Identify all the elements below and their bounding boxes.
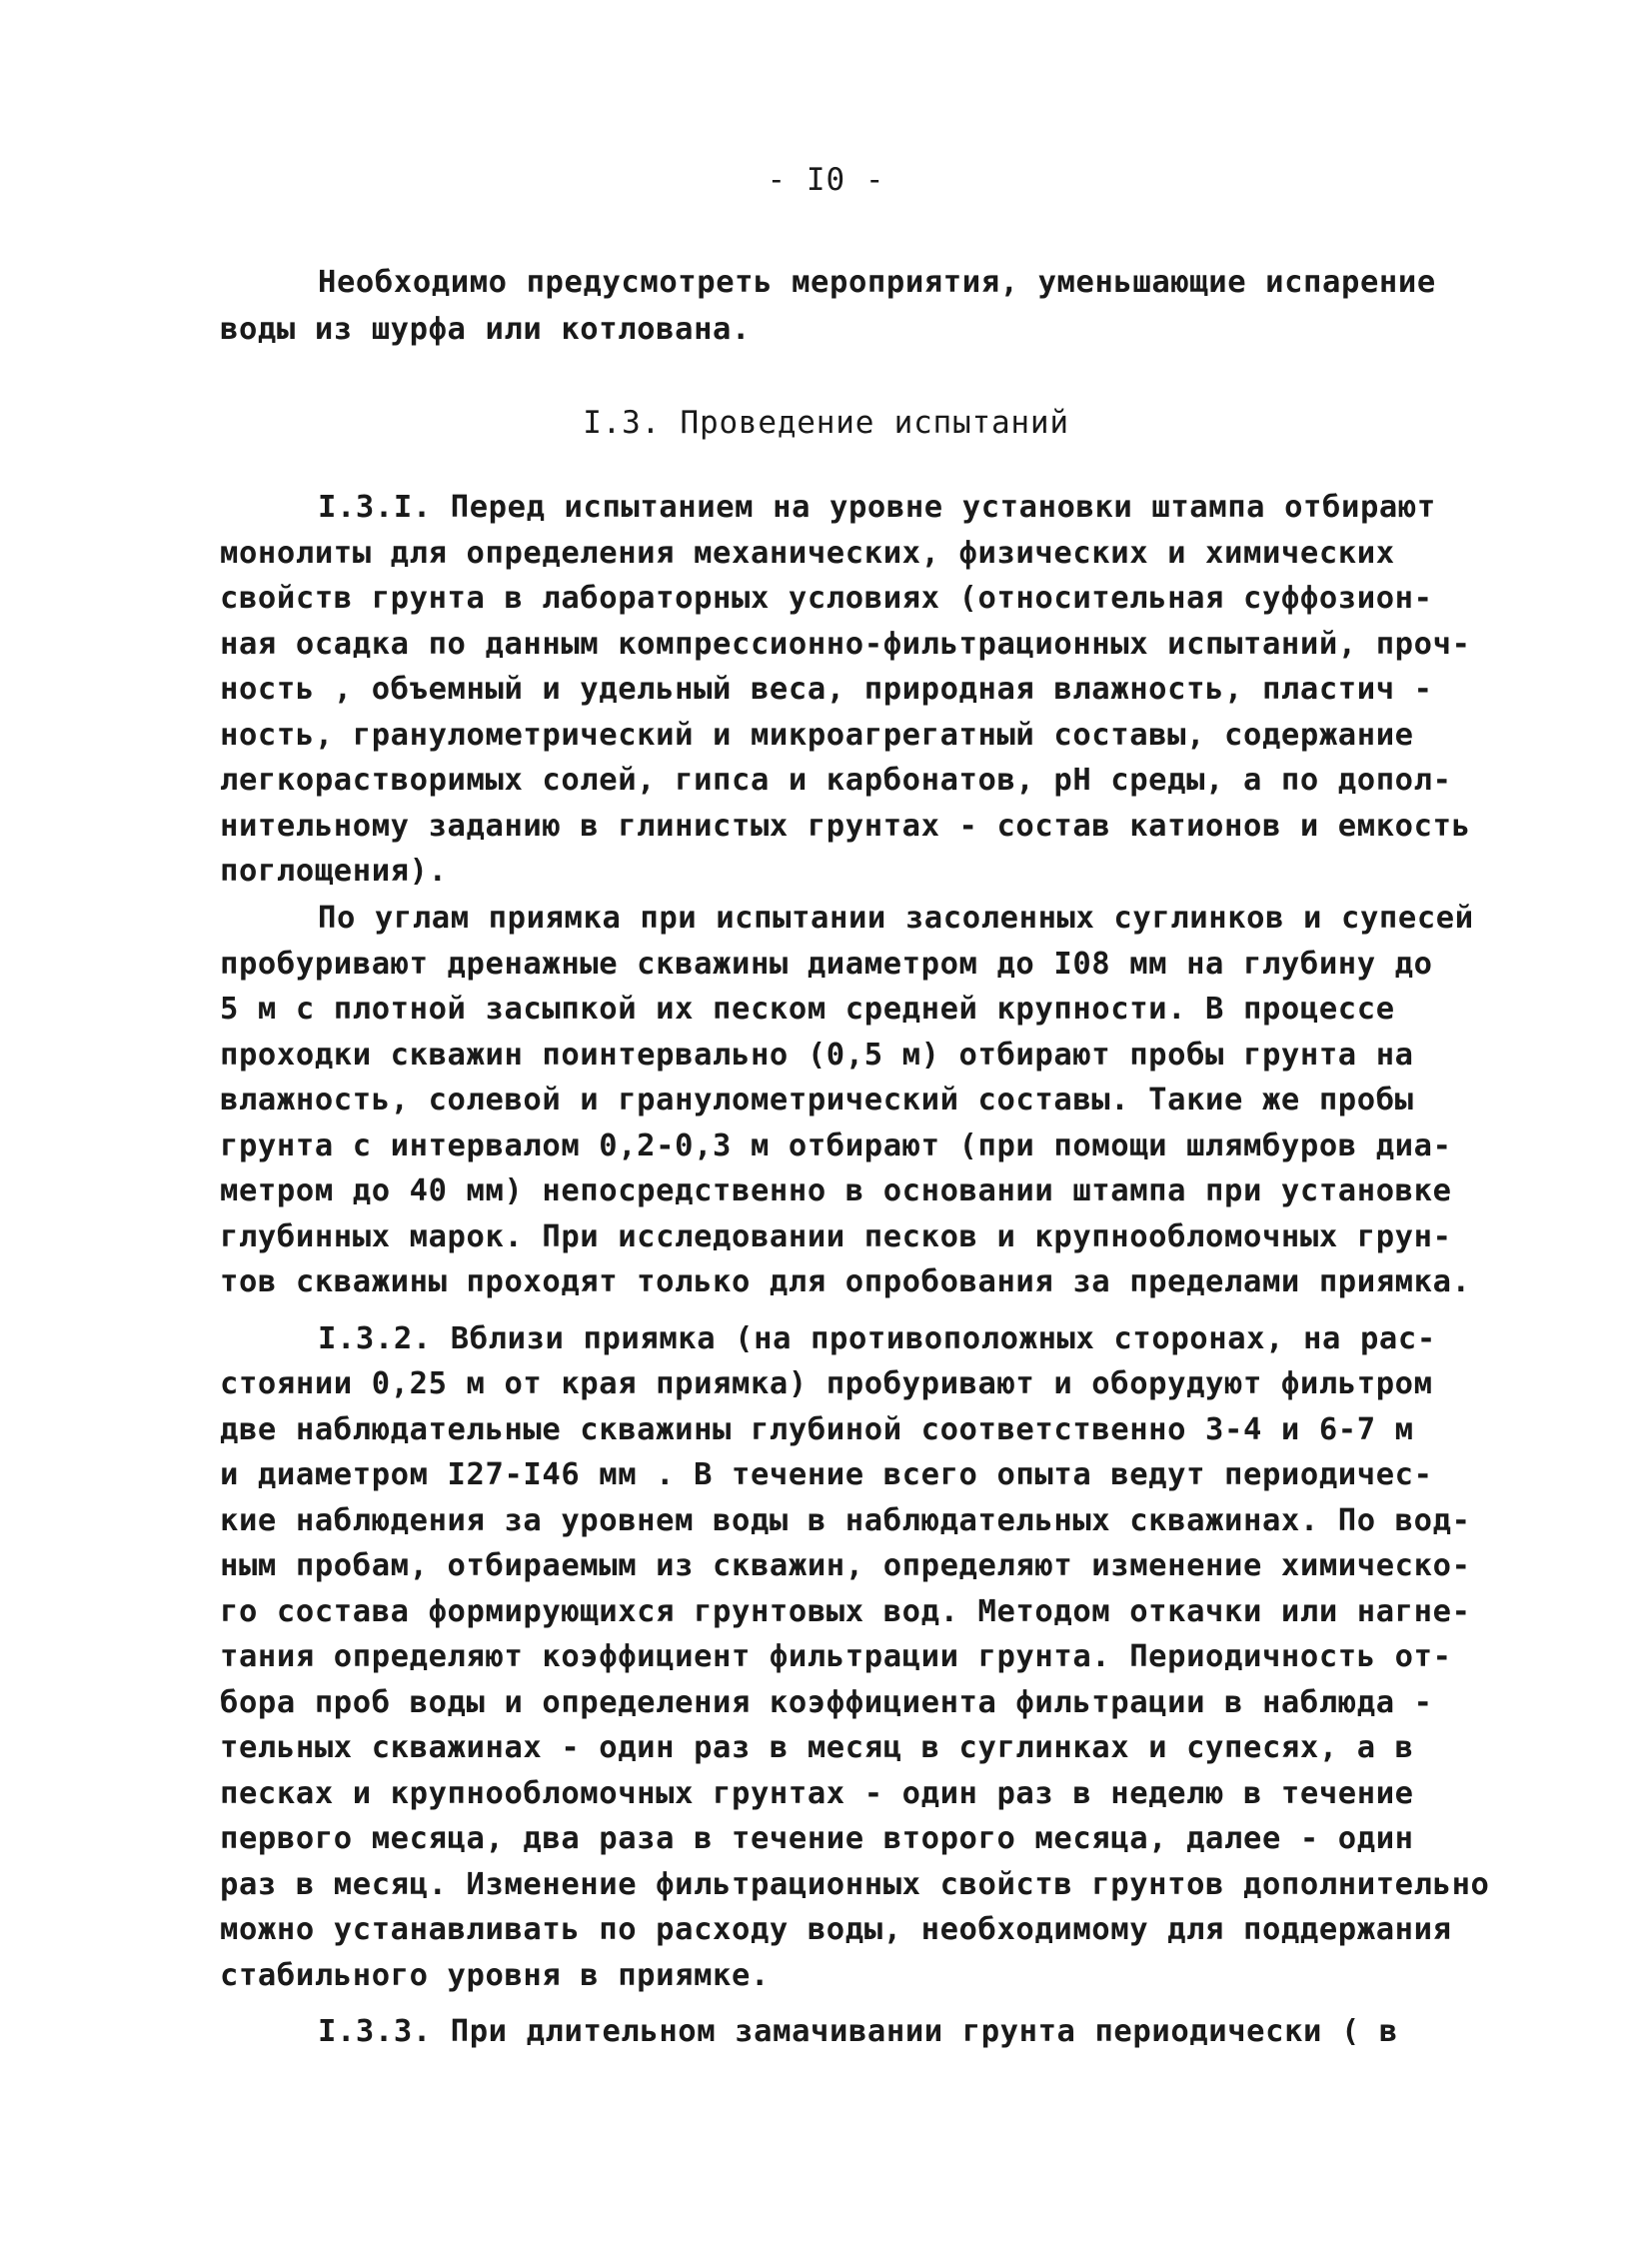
text-line: пробуривают дренажные скважины диаметром до I08 мм на глубину до [220, 947, 1433, 982]
text-line: воды из шурфа или котлована. [220, 312, 751, 347]
text-line: бора проб воды и определения коэффициента фильтрации в наблюда - [220, 1685, 1433, 1720]
text-line: тов скважины проходят только для опробования за пределами приямка. [220, 1264, 1471, 1299]
text-line: глубинных марок. При исследовании песков и крупнообломочных грун- [220, 1219, 1452, 1254]
text-line: влажность, солевой и гранулометрический составы. Такие же пробы [220, 1083, 1414, 1118]
text-line: По углам приямка при испытании засоленных суглинков и супесей [318, 901, 1474, 936]
text-line: ным пробам, отбираемым из скважин, определяют изменение химическо- [220, 1548, 1471, 1583]
text-line: песках и крупнообломочных грунтах - один раз в неделю в течение [220, 1776, 1414, 1811]
text-line: грунта с интервалом 0,2-0,3 м отбирают (при помощи шлямбуров диа- [220, 1128, 1452, 1163]
text-line: стоянии 0,25 м от края приямка) пробуривают и оборудуют фильтром [220, 1366, 1433, 1401]
text-line: тания определяют коэффициент фильтрации грунта. Периодичность от- [220, 1639, 1452, 1674]
text-line: Необходимо предусмотреть мероприятия, уменьшающие испарение [318, 265, 1436, 300]
text-line: кие наблюдения за уровнем воды в наблюдательных скважинах. По вод- [220, 1503, 1471, 1538]
text-line: две наблюдательные скважины глубиной соответственно 3-4 и 6-7 м [220, 1412, 1414, 1447]
text-line: проходки скважин поинтервально (0,5 м) отбирают пробы грунта на [220, 1038, 1414, 1073]
page-number: - I0 - [767, 162, 885, 198]
text-line: I.3.3. При длительном замачивании грунта периодически ( в [318, 2014, 1398, 2049]
text-line: монолиты для определения механических, физических и химических [220, 536, 1395, 571]
text-line: ность, гранулометрический и микроагрегатный составы, содержание [220, 718, 1414, 753]
text-line: и диаметром I27-I46 мм . В течение всего опыта ведут периодичес- [220, 1457, 1433, 1492]
text-line: ность , объемный и удельный веса, природная влажность, пластич - [220, 672, 1433, 707]
text-line: поглощения). [220, 854, 448, 889]
text-line: 5 м с плотной засыпкой их песком средней крупности. В процессе [220, 992, 1395, 1027]
text-line: можно устанавливать по расходу воды, необходимому для поддержания [220, 1912, 1452, 1947]
text-line: I.3.I. Перед испытанием на уровне установки штампа отбирают [318, 490, 1436, 525]
text-line: раз в месяц. Изменение фильтрационных свойств грунтов дополнительно [220, 1867, 1490, 1902]
text-line: I.3.2. Вблизи приямка (на противоположных сторонах, на рас- [318, 1321, 1436, 1356]
text-line: стабильного уровня в приямке. [220, 1958, 770, 1993]
text-line: первого месяца, два раза в течение второго месяца, далее - один [220, 1821, 1414, 1856]
section-heading: I.3. Проведение испытаний [583, 405, 1069, 441]
text-line: метром до 40 мм) непосредственно в основании штампа при установке [220, 1173, 1452, 1208]
text-line: свойств грунта в лабораторных условиях (относительная суффозион- [220, 581, 1433, 616]
text-line: легкорастворимых солей, гипса и карбонатов, рН среды, а по допол- [220, 763, 1452, 798]
text-line: тельных скважинах - один раз в месяц в суглинках и супесях, а в [220, 1730, 1414, 1765]
text-line: го состава формирующихся грунтовых вод. Методом откачки или нагне- [220, 1594, 1471, 1629]
text-line: ная осадка по данным компрессионно-фильтрационных испытаний, проч- [220, 627, 1471, 662]
text-line: нительному заданию в глинистых грунтах - состав катионов и емкость [220, 809, 1471, 844]
